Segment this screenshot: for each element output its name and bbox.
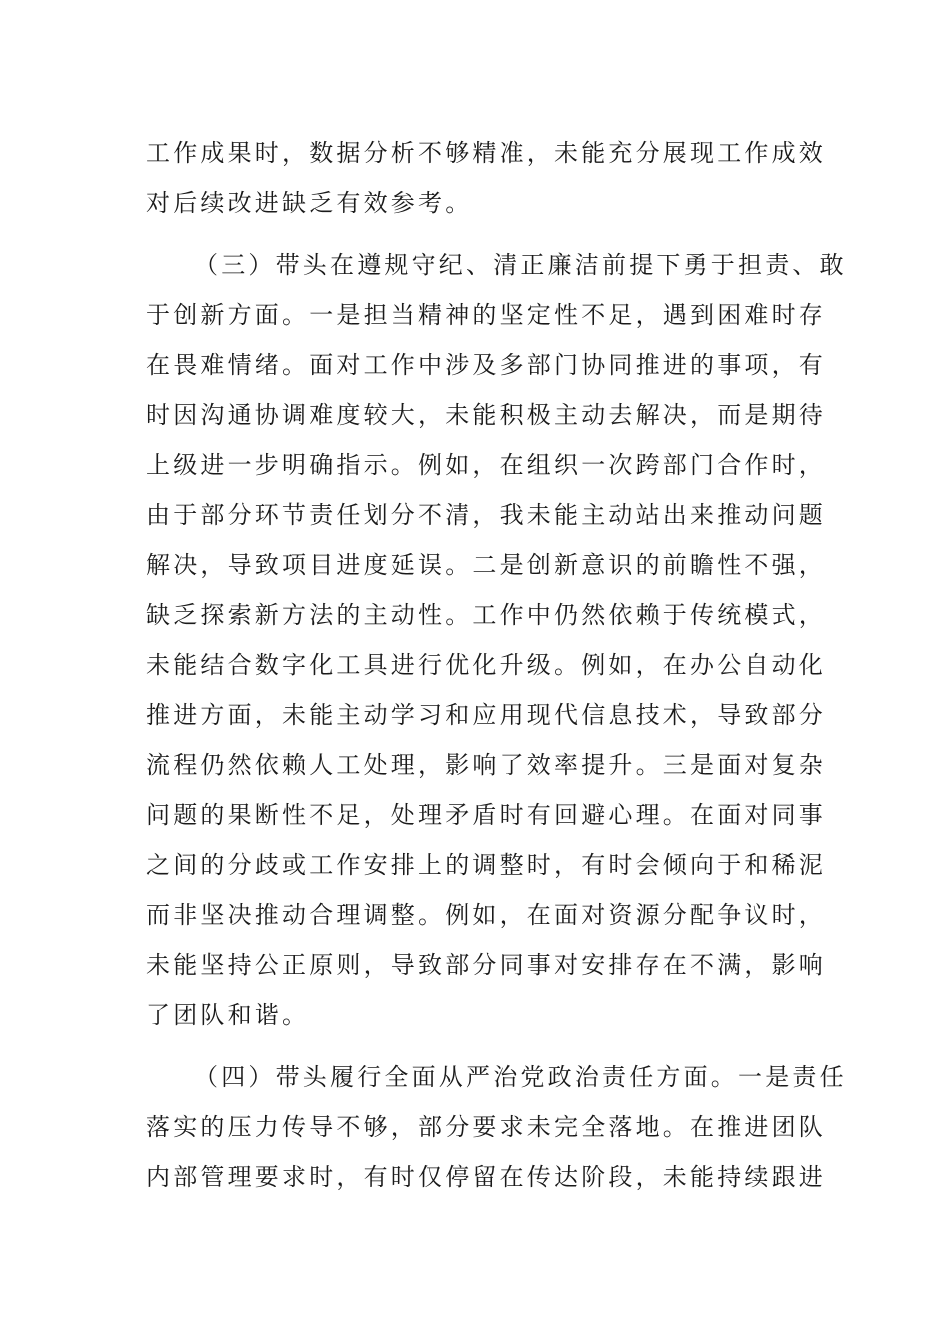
text-line: 了团队和谐。 <box>146 1001 310 1029</box>
text-line: 未能结合数字化工具进行优化升级。例如，在办公自动化 <box>146 651 826 679</box>
text-line: 内部管理要求时，有时仅停留在传达阶段，未能持续跟进 <box>146 1163 826 1191</box>
text-line: 解决，导致项目进度延误。二是创新意识的前瞻性不强， <box>146 551 826 579</box>
text-line: 工作成果时，数据分析不够精准，未能充分展现工作成效 <box>146 139 826 167</box>
paragraph-section-three <box>146 240 847 1040</box>
paragraph-continuation <box>146 128 826 228</box>
text-line: 上级进一步明确指示。例如，在组织一次跨部门合作时， <box>146 451 826 479</box>
paragraph-section-four <box>146 1052 847 1202</box>
text-line: 在畏难情绪。面对工作中涉及多部门协同推进的事项，有 <box>146 351 826 379</box>
text-line: （四）带头履行全面从严治党政治责任方面。一是责任 <box>194 1063 847 1091</box>
text-line: 落实的压力传导不够，部分要求未完全落地。在推进团队 <box>146 1113 826 1141</box>
text-line: 对后续改进缺乏有效参考。 <box>146 189 473 217</box>
text-line: 推进方面，未能主动学习和应用现代信息技术，导致部分 <box>146 701 826 729</box>
text-line: 之间的分歧或工作安排上的调整时，有时会倾向于和稀泥 <box>146 851 826 879</box>
text-line: 由于部分环节责任划分不清，我未能主动站出来推动问题 <box>146 501 826 529</box>
text-line: （三）带头在遵规守纪、清正廉洁前提下勇于担责、敢 <box>194 251 847 279</box>
text-line: 时因沟通协调难度较大，未能积极主动去解决，而是期待 <box>146 401 826 429</box>
document-body <box>146 128 847 1214</box>
text-line: 未能坚持公正原则，导致部分同事对安排存在不满，影响 <box>146 951 826 979</box>
text-line: 于创新方面。一是担当精神的坚定性不足，遇到困难时存 <box>146 301 826 329</box>
text-line: 流程仍然依赖人工处理，影响了效率提升。三是面对复杂 <box>146 751 826 779</box>
text-line: 问题的果断性不足，处理矛盾时有回避心理。在面对同事 <box>146 801 826 829</box>
text-line: 而非坚决推动合理调整。例如，在面对资源分配争议时， <box>146 901 826 929</box>
text-line: 缺乏探索新方法的主动性。工作中仍然依赖于传统模式， <box>146 601 826 629</box>
